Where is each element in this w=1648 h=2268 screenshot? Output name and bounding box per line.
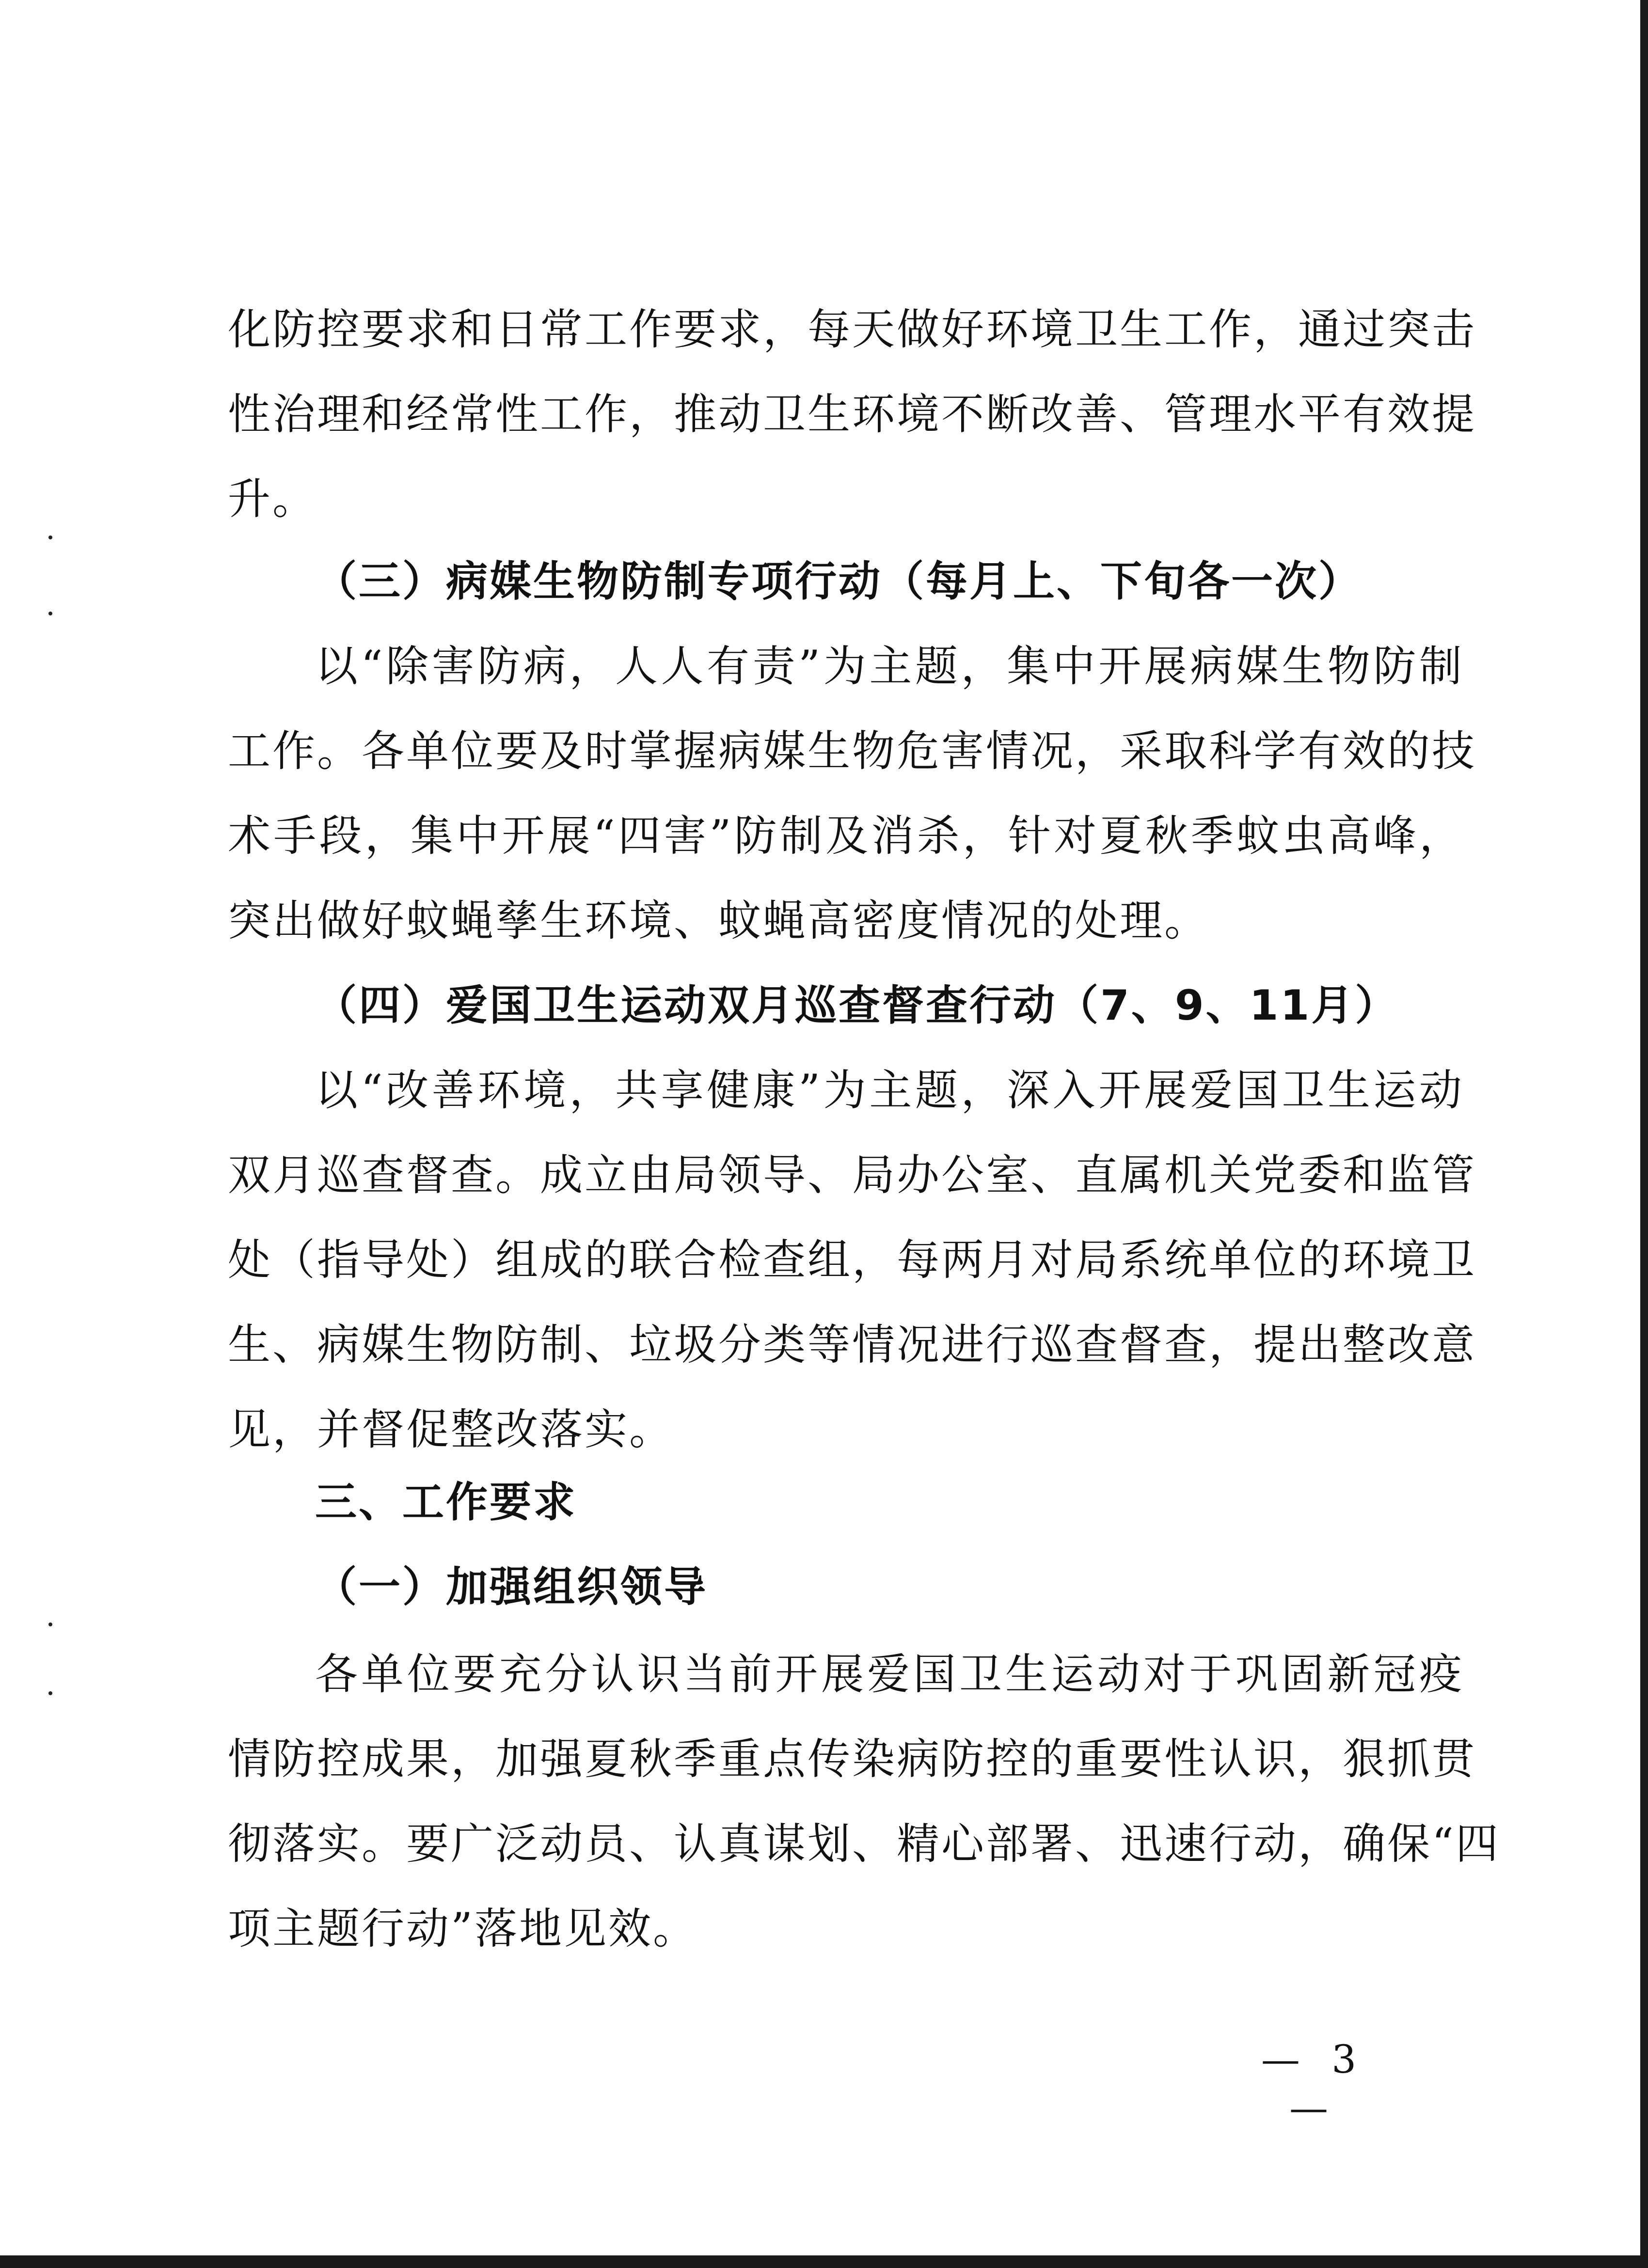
scan-mark bbox=[48, 1691, 52, 1695]
body-text-line: 以“改善环境，共享健康”为主题，深入开展爱国卫生运动 bbox=[315, 1065, 1464, 1115]
body-text-line: 以“除害防病，人人有责”为主题，集中开展病媒生物防制 bbox=[315, 641, 1464, 691]
chapter-heading: 三、工作要求 bbox=[315, 1478, 577, 1527]
body-text-line: 升。 bbox=[228, 474, 317, 524]
body-text-line: 情防控成果，加强夏秋季重点传染病防控的重要性认识，狠抓贯 bbox=[228, 1734, 1477, 1784]
body-text-line: 生、病媒生物防制、垃圾分类等情况进行巡查督查，提出整改意 bbox=[228, 1320, 1477, 1370]
page-number: — 3 — bbox=[1261, 2037, 1366, 2130]
body-text-line: 见，并督促整改落实。 bbox=[228, 1404, 674, 1454]
body-text-line: 处（指导处）组成的联合检查组，每两月对局系统单位的环境卫 bbox=[228, 1235, 1477, 1285]
scan-mark bbox=[48, 612, 52, 615]
body-text-line: 性治理和经常性工作，推动卫生环境不断改善、管理水平有效提 bbox=[228, 389, 1477, 439]
section-heading: （三）病媒生物防制专项行动（每月上、下旬各一次） bbox=[315, 557, 1362, 606]
body-text-line: 化防控要求和日常工作要求，每天做好环境卫生工作，通过突击 bbox=[228, 304, 1477, 354]
body-text-line: 术手段，集中开展“四害”防制及消杀，针对夏秋季蚊虫高峰， bbox=[228, 811, 1464, 861]
section-heading: （四）爱国卫生运动双月巡查督查行动（7、9、11月） bbox=[315, 981, 1399, 1030]
body-text-line: 各单位要充分认识当前开展爱国卫生运动对于巩固新冠疫 bbox=[315, 1649, 1464, 1699]
body-text-line: 彻落实。要广泛动员、认真谋划、精心部署、迅速行动，确保“四 bbox=[228, 1819, 1500, 1869]
scan-edge-bottom bbox=[0, 2255, 1648, 2268]
body-text-line: 双月巡查督查。成立由局领导、局办公室、直属机关党委和监管 bbox=[228, 1150, 1477, 1200]
body-text-line: 突出做好蚊蝇孳生环境、蚊蝇高密度情况的处理。 bbox=[228, 896, 1209, 945]
scan-mark bbox=[48, 536, 52, 539]
section-heading: （一）加强组织领导 bbox=[315, 1563, 708, 1611]
scan-mark bbox=[48, 1622, 52, 1626]
body-text-line: 项主题行动”落地见效。 bbox=[228, 1904, 697, 1953]
scan-edge-right bbox=[1640, 0, 1648, 2268]
body-text-line: 工作。各单位要及时掌握病媒生物危害情况，采取科学有效的技 bbox=[228, 726, 1477, 776]
